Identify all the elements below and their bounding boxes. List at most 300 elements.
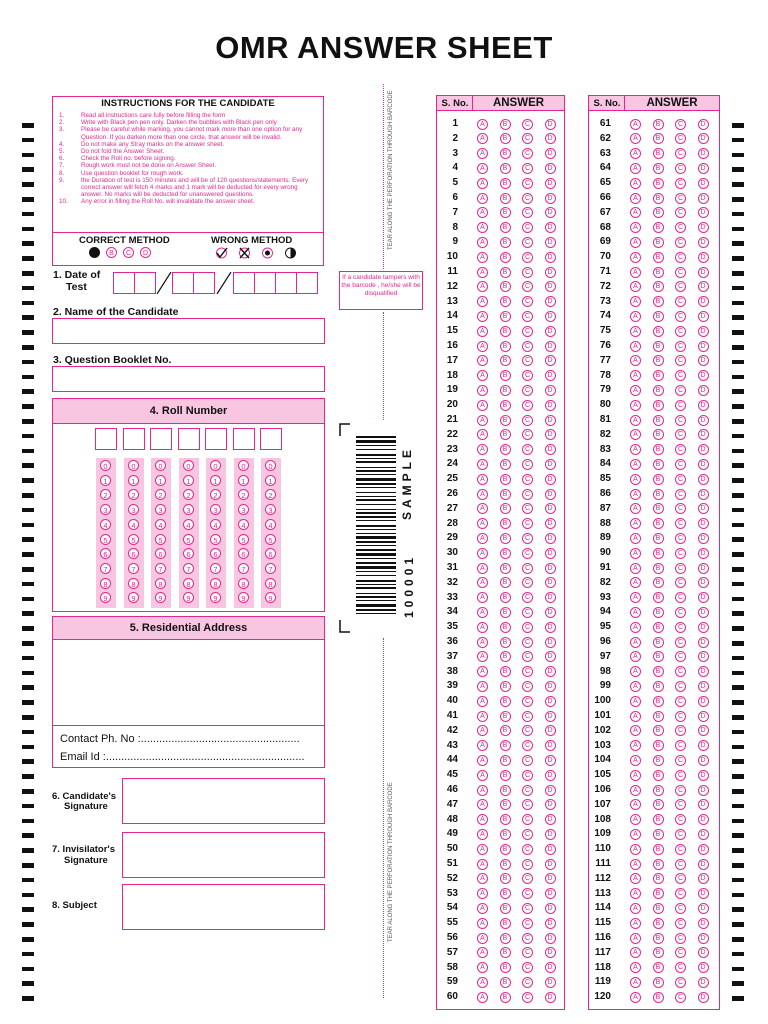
answer-bubble-b[interactable]: B xyxy=(500,563,511,574)
answer-bubble-b[interactable]: B xyxy=(500,133,511,144)
answer-bubble-d[interactable]: D xyxy=(545,992,556,1003)
date-field[interactable] xyxy=(113,272,325,294)
roll-bubble[interactable]: 1 xyxy=(210,475,221,486)
roll-bubble[interactable]: 4 xyxy=(210,519,221,530)
roll-bubble[interactable]: 9 xyxy=(265,592,276,603)
answer-bubble-c[interactable]: C xyxy=(675,474,686,485)
answer-bubble-b[interactable]: B xyxy=(500,799,511,810)
answer-bubble-c[interactable]: C xyxy=(522,385,533,396)
answer-bubble-a[interactable]: A xyxy=(630,933,641,944)
answer-bubble-a[interactable]: A xyxy=(477,385,488,396)
roll-digit-box[interactable] xyxy=(178,428,200,450)
answer-bubble-c[interactable]: C xyxy=(522,814,533,825)
roll-bubble[interactable]: 1 xyxy=(128,475,139,486)
answer-bubble-d[interactable]: D xyxy=(545,785,556,796)
answer-bubble-b[interactable]: B xyxy=(500,163,511,174)
answer-bubble-b[interactable]: B xyxy=(500,992,511,1003)
answer-bubble-a[interactable]: A xyxy=(477,888,488,899)
answer-bubble-b[interactable]: B xyxy=(653,237,664,248)
answer-bubble-b[interactable]: B xyxy=(653,947,664,958)
answer-bubble-b[interactable]: B xyxy=(500,474,511,485)
answer-bubble-d[interactable]: D xyxy=(698,859,709,870)
answer-bubble-c[interactable]: C xyxy=(522,489,533,500)
answer-bubble-d[interactable]: D xyxy=(698,237,709,248)
answer-bubble-a[interactable]: A xyxy=(630,133,641,144)
answer-bubble-c[interactable]: C xyxy=(522,651,533,662)
answer-bubble-c[interactable]: C xyxy=(522,992,533,1003)
roll-bubble[interactable]: 7 xyxy=(210,563,221,574)
answer-bubble-c[interactable]: C xyxy=(675,933,686,944)
answer-bubble-a[interactable]: A xyxy=(477,119,488,130)
roll-bubble[interactable]: 7 xyxy=(155,563,166,574)
answer-bubble-c[interactable]: C xyxy=(522,503,533,514)
answer-bubble-d[interactable]: D xyxy=(698,947,709,958)
answer-bubble-a[interactable]: A xyxy=(477,725,488,736)
answer-bubble-a[interactable]: A xyxy=(630,119,641,130)
answer-bubble-a[interactable]: A xyxy=(630,533,641,544)
roll-bubble[interactable]: 9 xyxy=(183,592,194,603)
answer-bubble-d[interactable]: D xyxy=(698,326,709,337)
answer-bubble-a[interactable]: A xyxy=(630,814,641,825)
answer-bubble-d[interactable]: D xyxy=(545,148,556,159)
answer-bubble-d[interactable]: D xyxy=(698,918,709,929)
roll-bubble[interactable]: 2 xyxy=(210,489,221,500)
roll-bubble[interactable]: 3 xyxy=(183,504,194,515)
answer-bubble-d[interactable]: D xyxy=(698,281,709,292)
answer-bubble-a[interactable]: A xyxy=(477,666,488,677)
answer-bubble-a[interactable]: A xyxy=(477,163,488,174)
answer-bubble-c[interactable]: C xyxy=(522,311,533,322)
answer-bubble-b[interactable]: B xyxy=(653,814,664,825)
answer-bubble-a[interactable]: A xyxy=(630,355,641,366)
answer-bubble-b[interactable]: B xyxy=(653,163,664,174)
answer-bubble-c[interactable]: C xyxy=(522,888,533,899)
answer-bubble-b[interactable]: B xyxy=(500,651,511,662)
answer-bubble-c[interactable]: C xyxy=(522,918,533,929)
answer-bubble-a[interactable]: A xyxy=(630,888,641,899)
answer-bubble-a[interactable]: A xyxy=(630,607,641,618)
answer-bubble-b[interactable]: B xyxy=(653,829,664,840)
booklet-field[interactable] xyxy=(52,366,325,392)
roll-bubble[interactable]: 5 xyxy=(210,534,221,545)
answer-bubble-c[interactable]: C xyxy=(522,829,533,840)
answer-bubble-a[interactable]: A xyxy=(630,859,641,870)
answer-bubble-c[interactable]: C xyxy=(522,355,533,366)
answer-bubble-d[interactable]: D xyxy=(545,163,556,174)
roll-bubble[interactable]: 7 xyxy=(238,563,249,574)
answer-bubble-b[interactable]: B xyxy=(653,711,664,722)
answer-bubble-b[interactable]: B xyxy=(653,370,664,381)
answer-bubble-a[interactable]: A xyxy=(477,429,488,440)
roll-bubble[interactable]: 6 xyxy=(210,548,221,559)
answer-bubble-d[interactable]: D xyxy=(698,207,709,218)
answer-bubble-c[interactable]: C xyxy=(675,577,686,588)
answer-bubble-d[interactable]: D xyxy=(698,933,709,944)
answer-bubble-a[interactable]: A xyxy=(630,563,641,574)
answer-bubble-b[interactable]: B xyxy=(500,237,511,248)
answer-bubble-c[interactable]: C xyxy=(675,829,686,840)
answer-bubble-a[interactable]: A xyxy=(477,696,488,707)
answer-bubble-b[interactable]: B xyxy=(653,799,664,810)
answer-bubble-c[interactable]: C xyxy=(522,429,533,440)
answer-bubble-c[interactable]: C xyxy=(675,503,686,514)
answer-bubble-b[interactable]: B xyxy=(500,607,511,618)
subject-field[interactable] xyxy=(122,884,325,930)
roll-bubble[interactable]: 1 xyxy=(155,475,166,486)
answer-bubble-b[interactable]: B xyxy=(653,489,664,500)
roll-bubble[interactable]: 0 xyxy=(155,460,166,471)
answer-bubble-d[interactable]: D xyxy=(698,844,709,855)
roll-bubble[interactable]: 2 xyxy=(238,489,249,500)
answer-bubble-b[interactable]: B xyxy=(500,252,511,263)
answer-bubble-c[interactable]: C xyxy=(522,193,533,204)
roll-bubble[interactable]: 4 xyxy=(183,519,194,530)
answer-bubble-d[interactable]: D xyxy=(698,681,709,692)
answer-bubble-c[interactable]: C xyxy=(522,252,533,263)
answer-bubble-a[interactable]: A xyxy=(477,237,488,248)
answer-bubble-c[interactable]: C xyxy=(675,133,686,144)
roll-bubble[interactable]: 3 xyxy=(210,504,221,515)
answer-bubble-c[interactable]: C xyxy=(675,888,686,899)
answer-bubble-b[interactable]: B xyxy=(653,341,664,352)
roll-bubble[interactable]: 3 xyxy=(265,504,276,515)
answer-bubble-b[interactable]: B xyxy=(500,296,511,307)
answer-bubble-d[interactable]: D xyxy=(698,503,709,514)
answer-bubble-b[interactable]: B xyxy=(500,429,511,440)
answer-bubble-c[interactable]: C xyxy=(675,163,686,174)
answer-bubble-d[interactable]: D xyxy=(545,281,556,292)
roll-bubble[interactable]: 3 xyxy=(128,504,139,515)
roll-bubble[interactable]: 8 xyxy=(238,578,249,589)
answer-bubble-a[interactable]: A xyxy=(477,918,488,929)
answer-bubble-d[interactable]: D xyxy=(698,341,709,352)
answer-bubble-d[interactable]: D xyxy=(545,651,556,662)
roll-bubble[interactable]: 4 xyxy=(128,519,139,530)
answer-bubble-d[interactable]: D xyxy=(698,311,709,322)
answer-bubble-d[interactable]: D xyxy=(545,222,556,233)
answer-bubble-b[interactable]: B xyxy=(500,725,511,736)
answer-bubble-a[interactable]: A xyxy=(630,947,641,958)
answer-bubble-a[interactable]: A xyxy=(630,415,641,426)
answer-bubble-c[interactable]: C xyxy=(522,400,533,411)
answer-bubble-a[interactable]: A xyxy=(477,444,488,455)
answer-bubble-b[interactable]: B xyxy=(653,207,664,218)
answer-bubble-d[interactable]: D xyxy=(545,859,556,870)
answer-bubble-b[interactable]: B xyxy=(500,193,511,204)
answer-bubble-c[interactable]: C xyxy=(675,370,686,381)
answer-bubble-b[interactable]: B xyxy=(653,859,664,870)
answer-bubble-d[interactable]: D xyxy=(545,725,556,736)
answer-bubble-d[interactable]: D xyxy=(545,637,556,648)
answer-bubble-a[interactable]: A xyxy=(630,518,641,529)
answer-bubble-d[interactable]: D xyxy=(698,992,709,1003)
answer-bubble-b[interactable]: B xyxy=(500,696,511,707)
answer-bubble-a[interactable]: A xyxy=(630,977,641,988)
answer-bubble-a[interactable]: A xyxy=(477,548,488,559)
answer-bubble-c[interactable]: C xyxy=(675,489,686,500)
roll-digit-box[interactable] xyxy=(260,428,282,450)
roll-bubble[interactable]: 0 xyxy=(265,460,276,471)
answer-bubble-c[interactable]: C xyxy=(522,592,533,603)
answer-bubble-b[interactable]: B xyxy=(653,770,664,781)
answer-bubble-c[interactable]: C xyxy=(522,148,533,159)
answer-bubble-d[interactable]: D xyxy=(698,903,709,914)
answer-bubble-c[interactable]: C xyxy=(522,755,533,766)
answer-bubble-c[interactable]: C xyxy=(522,711,533,722)
roll-bubble[interactable]: 6 xyxy=(183,548,194,559)
answer-bubble-d[interactable]: D xyxy=(545,326,556,337)
answer-bubble-a[interactable]: A xyxy=(630,237,641,248)
answer-bubble-b[interactable]: B xyxy=(500,918,511,929)
answer-bubble-d[interactable]: D xyxy=(545,385,556,396)
answer-bubble-c[interactable]: C xyxy=(675,415,686,426)
answer-bubble-d[interactable]: D xyxy=(698,444,709,455)
answer-bubble-b[interactable]: B xyxy=(500,844,511,855)
roll-bubble[interactable]: 9 xyxy=(238,592,249,603)
answer-bubble-a[interactable]: A xyxy=(630,873,641,884)
answer-bubble-a[interactable]: A xyxy=(630,548,641,559)
answer-bubble-a[interactable]: A xyxy=(630,740,641,751)
answer-bubble-c[interactable]: C xyxy=(675,947,686,958)
answer-bubble-b[interactable]: B xyxy=(653,296,664,307)
answer-bubble-c[interactable]: C xyxy=(522,444,533,455)
answer-bubble-d[interactable]: D xyxy=(698,296,709,307)
answer-bubble-a[interactable]: A xyxy=(630,444,641,455)
answer-bubble-b[interactable]: B xyxy=(500,873,511,884)
answer-bubble-c[interactable]: C xyxy=(522,799,533,810)
answer-bubble-c[interactable]: C xyxy=(522,844,533,855)
answer-bubble-b[interactable]: B xyxy=(653,681,664,692)
answer-bubble-d[interactable]: D xyxy=(698,577,709,588)
answer-bubble-a[interactable]: A xyxy=(477,281,488,292)
answer-bubble-b[interactable]: B xyxy=(500,829,511,840)
contact-field[interactable]: Contact Ph. No :.................................................... xyxy=(60,733,300,745)
roll-bubble[interactable]: 8 xyxy=(265,578,276,589)
answer-bubble-a[interactable]: A xyxy=(477,844,488,855)
answer-bubble-c[interactable]: C xyxy=(675,207,686,218)
answer-bubble-a[interactable]: A xyxy=(477,518,488,529)
answer-bubble-c[interactable]: C xyxy=(675,873,686,884)
answer-bubble-c[interactable]: C xyxy=(522,370,533,381)
answer-bubble-b[interactable]: B xyxy=(653,844,664,855)
roll-bubble[interactable]: 5 xyxy=(183,534,194,545)
answer-bubble-a[interactable]: A xyxy=(630,844,641,855)
answer-bubble-d[interactable]: D xyxy=(545,193,556,204)
roll-bubble[interactable]: 8 xyxy=(183,578,194,589)
roll-bubble[interactable]: 7 xyxy=(128,563,139,574)
answer-bubble-a[interactable]: A xyxy=(630,711,641,722)
answer-bubble-b[interactable]: B xyxy=(653,148,664,159)
answer-bubble-c[interactable]: C xyxy=(675,903,686,914)
answer-bubble-b[interactable]: B xyxy=(653,459,664,470)
answer-bubble-c[interactable]: C xyxy=(675,193,686,204)
roll-bubble[interactable]: 1 xyxy=(265,475,276,486)
roll-bubble[interactable]: 4 xyxy=(238,519,249,530)
answer-bubble-a[interactable]: A xyxy=(477,903,488,914)
answer-bubble-a[interactable]: A xyxy=(630,178,641,189)
answer-bubble-b[interactable]: B xyxy=(653,977,664,988)
answer-bubble-b[interactable]: B xyxy=(500,533,511,544)
answer-bubble-a[interactable]: A xyxy=(630,770,641,781)
answer-bubble-d[interactable]: D xyxy=(698,548,709,559)
answer-bubble-a[interactable]: A xyxy=(630,148,641,159)
answer-bubble-b[interactable]: B xyxy=(653,962,664,973)
answer-bubble-c[interactable]: C xyxy=(675,770,686,781)
answer-bubble-d[interactable]: D xyxy=(698,755,709,766)
roll-bubble[interactable]: 3 xyxy=(238,504,249,515)
answer-bubble-a[interactable]: A xyxy=(477,770,488,781)
answer-bubble-c[interactable]: C xyxy=(522,237,533,248)
answer-bubble-d[interactable]: D xyxy=(545,740,556,751)
answer-bubble-d[interactable]: D xyxy=(545,903,556,914)
answer-bubble-a[interactable]: A xyxy=(477,859,488,870)
answer-bubble-c[interactable]: C xyxy=(675,429,686,440)
answer-bubble-d[interactable]: D xyxy=(545,252,556,263)
answer-bubble-a[interactable]: A xyxy=(630,252,641,263)
roll-bubble[interactable]: 2 xyxy=(183,489,194,500)
answer-bubble-d[interactable]: D xyxy=(545,267,556,278)
answer-bubble-d[interactable]: D xyxy=(698,888,709,899)
answer-bubble-b[interactable]: B xyxy=(500,933,511,944)
candidate-signature-field[interactable] xyxy=(122,778,325,824)
answer-bubble-b[interactable]: B xyxy=(653,785,664,796)
answer-bubble-a[interactable]: A xyxy=(630,311,641,322)
answer-bubble-a[interactable]: A xyxy=(630,267,641,278)
answer-bubble-d[interactable]: D xyxy=(545,711,556,722)
answer-bubble-b[interactable]: B xyxy=(500,548,511,559)
answer-bubble-d[interactable]: D xyxy=(545,207,556,218)
roll-bubble[interactable]: 2 xyxy=(265,489,276,500)
answer-bubble-d[interactable]: D xyxy=(698,193,709,204)
answer-bubble-a[interactable]: A xyxy=(477,533,488,544)
answer-bubble-a[interactable]: A xyxy=(477,400,488,411)
answer-bubble-d[interactable]: D xyxy=(545,178,556,189)
answer-bubble-a[interactable]: A xyxy=(630,592,641,603)
answer-bubble-a[interactable]: A xyxy=(477,814,488,825)
answer-bubble-c[interactable]: C xyxy=(522,607,533,618)
answer-bubble-a[interactable]: A xyxy=(477,651,488,662)
roll-bubble[interactable]: 8 xyxy=(210,578,221,589)
answer-bubble-d[interactable]: D xyxy=(698,489,709,500)
answer-bubble-a[interactable]: A xyxy=(477,637,488,648)
answer-bubble-a[interactable]: A xyxy=(477,873,488,884)
answer-bubble-a[interactable]: A xyxy=(630,903,641,914)
answer-bubble-d[interactable]: D xyxy=(545,459,556,470)
answer-bubble-d[interactable]: D xyxy=(545,696,556,707)
answer-bubble-a[interactable]: A xyxy=(477,222,488,233)
answer-bubble-d[interactable]: D xyxy=(545,429,556,440)
answer-bubble-d[interactable]: D xyxy=(545,133,556,144)
answer-bubble-c[interactable]: C xyxy=(675,178,686,189)
answer-bubble-c[interactable]: C xyxy=(675,755,686,766)
answer-bubble-c[interactable]: C xyxy=(675,592,686,603)
answer-bubble-c[interactable]: C xyxy=(675,355,686,366)
answer-bubble-d[interactable]: D xyxy=(698,355,709,366)
answer-bubble-c[interactable]: C xyxy=(675,459,686,470)
roll-bubble[interactable]: 0 xyxy=(100,460,111,471)
answer-bubble-a[interactable]: A xyxy=(477,341,488,352)
roll-bubble[interactable]: 9 xyxy=(210,592,221,603)
answer-bubble-d[interactable]: D xyxy=(545,400,556,411)
answer-bubble-d[interactable]: D xyxy=(545,666,556,677)
answer-bubble-b[interactable]: B xyxy=(500,207,511,218)
answer-bubble-b[interactable]: B xyxy=(653,755,664,766)
answer-bubble-c[interactable]: C xyxy=(675,296,686,307)
roll-bubble[interactable]: 7 xyxy=(265,563,276,574)
roll-bubble[interactable]: 7 xyxy=(183,563,194,574)
answer-bubble-c[interactable]: C xyxy=(522,977,533,988)
answer-bubble-c[interactable]: C xyxy=(522,577,533,588)
answer-bubble-a[interactable]: A xyxy=(630,503,641,514)
answer-bubble-b[interactable]: B xyxy=(653,281,664,292)
answer-bubble-d[interactable]: D xyxy=(698,666,709,677)
answer-bubble-d[interactable]: D xyxy=(545,341,556,352)
answer-bubble-d[interactable]: D xyxy=(545,947,556,958)
answer-bubble-b[interactable]: B xyxy=(500,178,511,189)
answer-bubble-d[interactable]: D xyxy=(545,829,556,840)
roll-digit-box[interactable] xyxy=(123,428,145,450)
answer-bubble-a[interactable]: A xyxy=(477,607,488,618)
answer-bubble-b[interactable]: B xyxy=(653,444,664,455)
answer-bubble-d[interactable]: D xyxy=(545,518,556,529)
answer-bubble-b[interactable]: B xyxy=(653,474,664,485)
answer-bubble-d[interactable]: D xyxy=(545,888,556,899)
answer-bubble-c[interactable]: C xyxy=(675,740,686,751)
invigilator-signature-field[interactable] xyxy=(122,832,325,878)
roll-bubble[interactable]: 1 xyxy=(238,475,249,486)
answer-bubble-b[interactable]: B xyxy=(653,696,664,707)
answer-bubble-c[interactable]: C xyxy=(675,311,686,322)
answer-bubble-a[interactable]: A xyxy=(477,326,488,337)
answer-bubble-d[interactable]: D xyxy=(698,133,709,144)
answer-bubble-c[interactable]: C xyxy=(522,622,533,633)
answer-bubble-b[interactable]: B xyxy=(500,267,511,278)
answer-bubble-b[interactable]: B xyxy=(500,148,511,159)
roll-bubble[interactable]: 4 xyxy=(100,519,111,530)
answer-bubble-b[interactable]: B xyxy=(500,785,511,796)
answer-bubble-d[interactable]: D xyxy=(545,977,556,988)
answer-bubble-b[interactable]: B xyxy=(500,888,511,899)
roll-bubble[interactable]: 2 xyxy=(128,489,139,500)
roll-bubble[interactable]: 9 xyxy=(155,592,166,603)
answer-bubble-d[interactable]: D xyxy=(698,622,709,633)
answer-bubble-c[interactable]: C xyxy=(522,459,533,470)
answer-bubble-a[interactable]: A xyxy=(477,785,488,796)
roll-bubble[interactable]: 0 xyxy=(210,460,221,471)
roll-bubble[interactable]: 3 xyxy=(155,504,166,515)
answer-bubble-d[interactable]: D xyxy=(545,444,556,455)
answer-bubble-a[interactable]: A xyxy=(477,947,488,958)
answer-bubble-d[interactable]: D xyxy=(545,622,556,633)
answer-bubble-b[interactable]: B xyxy=(653,385,664,396)
answer-bubble-c[interactable]: C xyxy=(675,607,686,618)
answer-bubble-b[interactable]: B xyxy=(500,711,511,722)
answer-bubble-c[interactable]: C xyxy=(675,918,686,929)
answer-bubble-b[interactable]: B xyxy=(653,637,664,648)
answer-bubble-c[interactable]: C xyxy=(522,696,533,707)
answer-bubble-b[interactable]: B xyxy=(653,415,664,426)
answer-bubble-a[interactable]: A xyxy=(630,163,641,174)
answer-bubble-a[interactable]: A xyxy=(477,133,488,144)
answer-bubble-a[interactable]: A xyxy=(477,755,488,766)
answer-bubble-d[interactable]: D xyxy=(545,873,556,884)
roll-bubble[interactable]: 9 xyxy=(128,592,139,603)
answer-bubble-a[interactable]: A xyxy=(630,370,641,381)
answer-bubble-a[interactable]: A xyxy=(477,370,488,381)
answer-bubble-b[interactable]: B xyxy=(500,400,511,411)
answer-bubble-c[interactable]: C xyxy=(522,178,533,189)
answer-bubble-d[interactable]: D xyxy=(545,237,556,248)
